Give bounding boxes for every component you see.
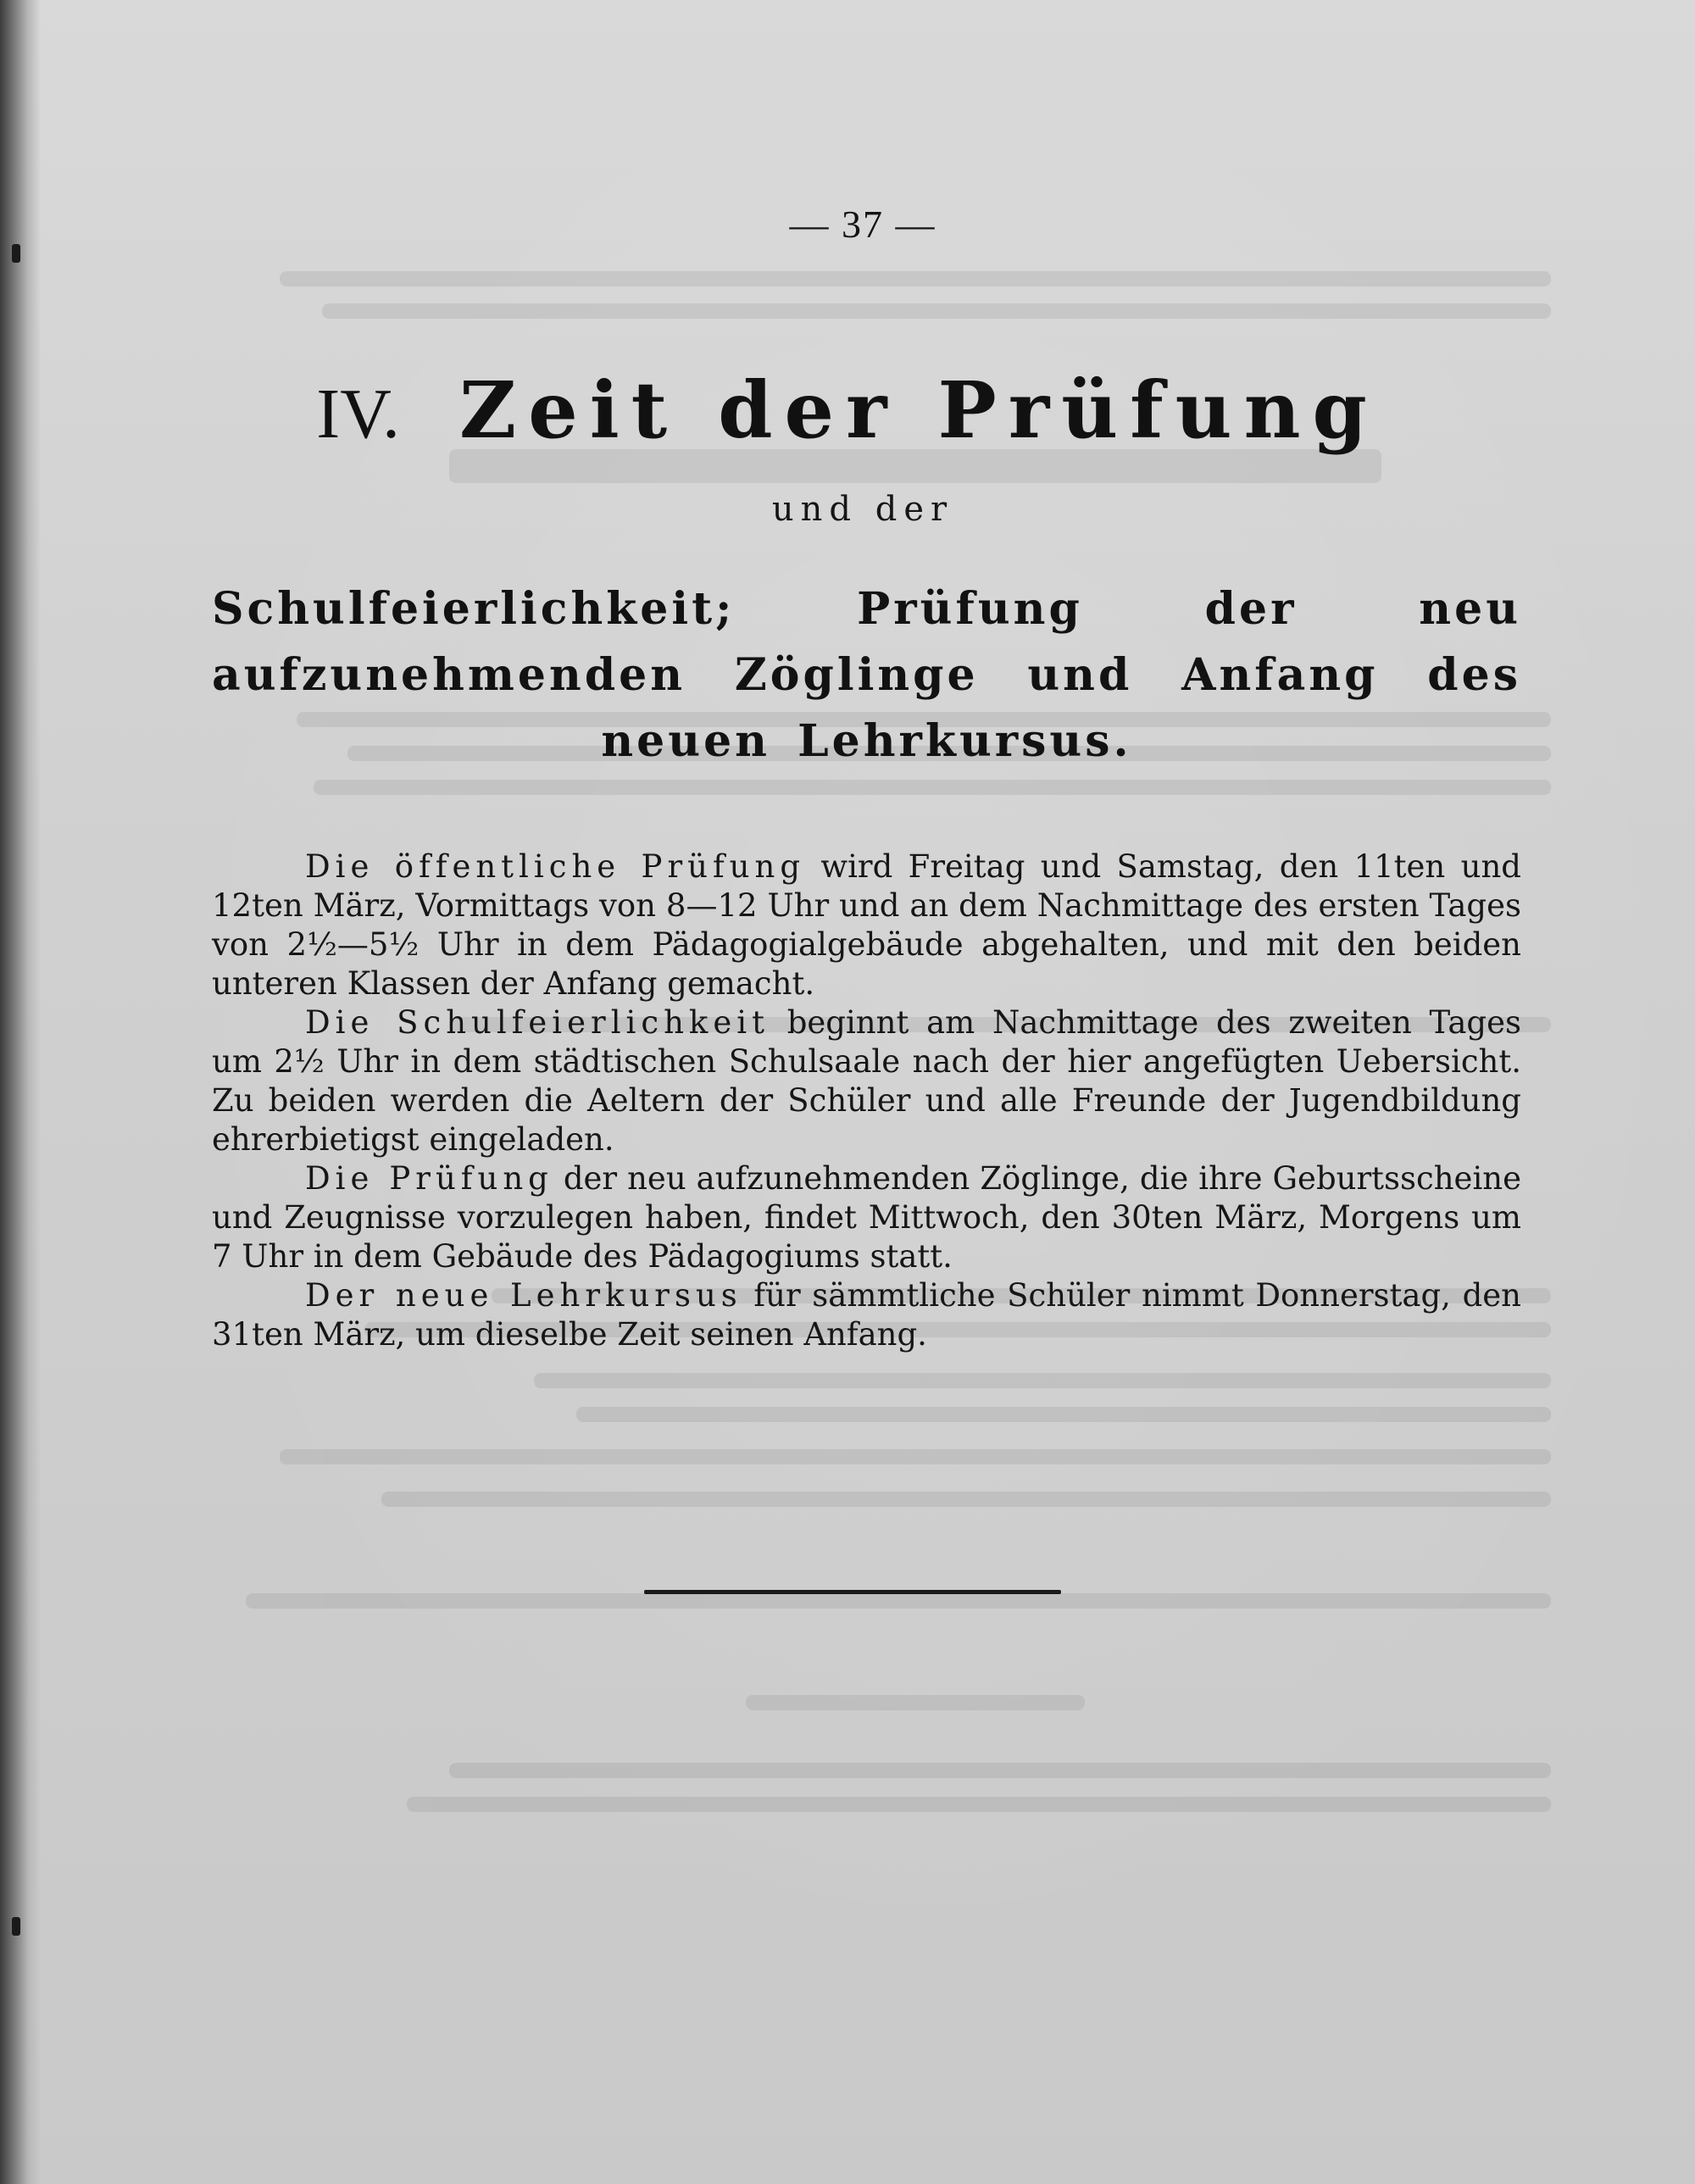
binding-mark <box>12 1917 20 1936</box>
binding-mark <box>12 244 20 263</box>
paragraph-lead: Die Schulfeierlichkeit <box>305 1004 770 1041</box>
binding-gutter <box>0 0 41 2184</box>
paragraph-lead: Der neue Lehrkursus <box>305 1277 742 1314</box>
section-title: Zeit der Prüfung <box>459 364 1379 456</box>
paragraph <box>212 1003 1521 1159</box>
paragraph <box>212 847 1521 1003</box>
heading-connector: und der <box>771 490 954 529</box>
section-subtitle: Schulfeierlichkeit; Prüfung der neu aufzunehmenden Zöglinge und Anfang des neuen Lehrkursus. <box>212 583 1521 767</box>
page-number: — 37 — <box>789 203 936 246</box>
section-divider <box>644 1590 1061 1594</box>
paragraph-lead: Die Prüfung <box>305 1160 553 1197</box>
paragraph-text: wird Freitag und Samstag, den 11ten und 12ten März, Vormittags von 8—12 Uhr und an dem Nachmittage des ersten Tages von 2½—5½ Uhr in dem Pädagogialgebäude abgehalten, und mit den beiden unteren Klassen der Anfang gemacht. <box>212 848 1521 1002</box>
paragraph-lead: Die öffentliche Prüfung <box>305 848 806 885</box>
paragraph-text: beginnt am Nachmittage des zweiten Tages um 2½ Uhr in dem städtischen Schulsaale nach der hier angefügten Uebersicht. Zu beiden werden die Aeltern der Schüler und alle Freunde der Jugendbildung ehrerbietigst eingeladen. <box>212 1004 1521 1158</box>
paragraph <box>212 1159 1521 1276</box>
section-heading <box>203 364 1492 456</box>
paragraph <box>212 1276 1521 1354</box>
body-text <box>212 847 1521 1354</box>
paragraph-text: der neu aufzunehmenden Zöglinge, die ihre Geburtsscheine und Zeugnisse vorzulegen haben, findet Mittwoch, den 30ten März, Morgens um 7 Uhr in dem Gebäude des Pädagogiums statt. <box>212 1160 1521 1275</box>
section-numeral: IV. <box>316 375 401 453</box>
paragraph-text: für sämmtliche Schüler nimmt Donnerstag, den 31ten März, um dieselbe Zeit seinen Anfang. <box>212 1277 1521 1353</box>
